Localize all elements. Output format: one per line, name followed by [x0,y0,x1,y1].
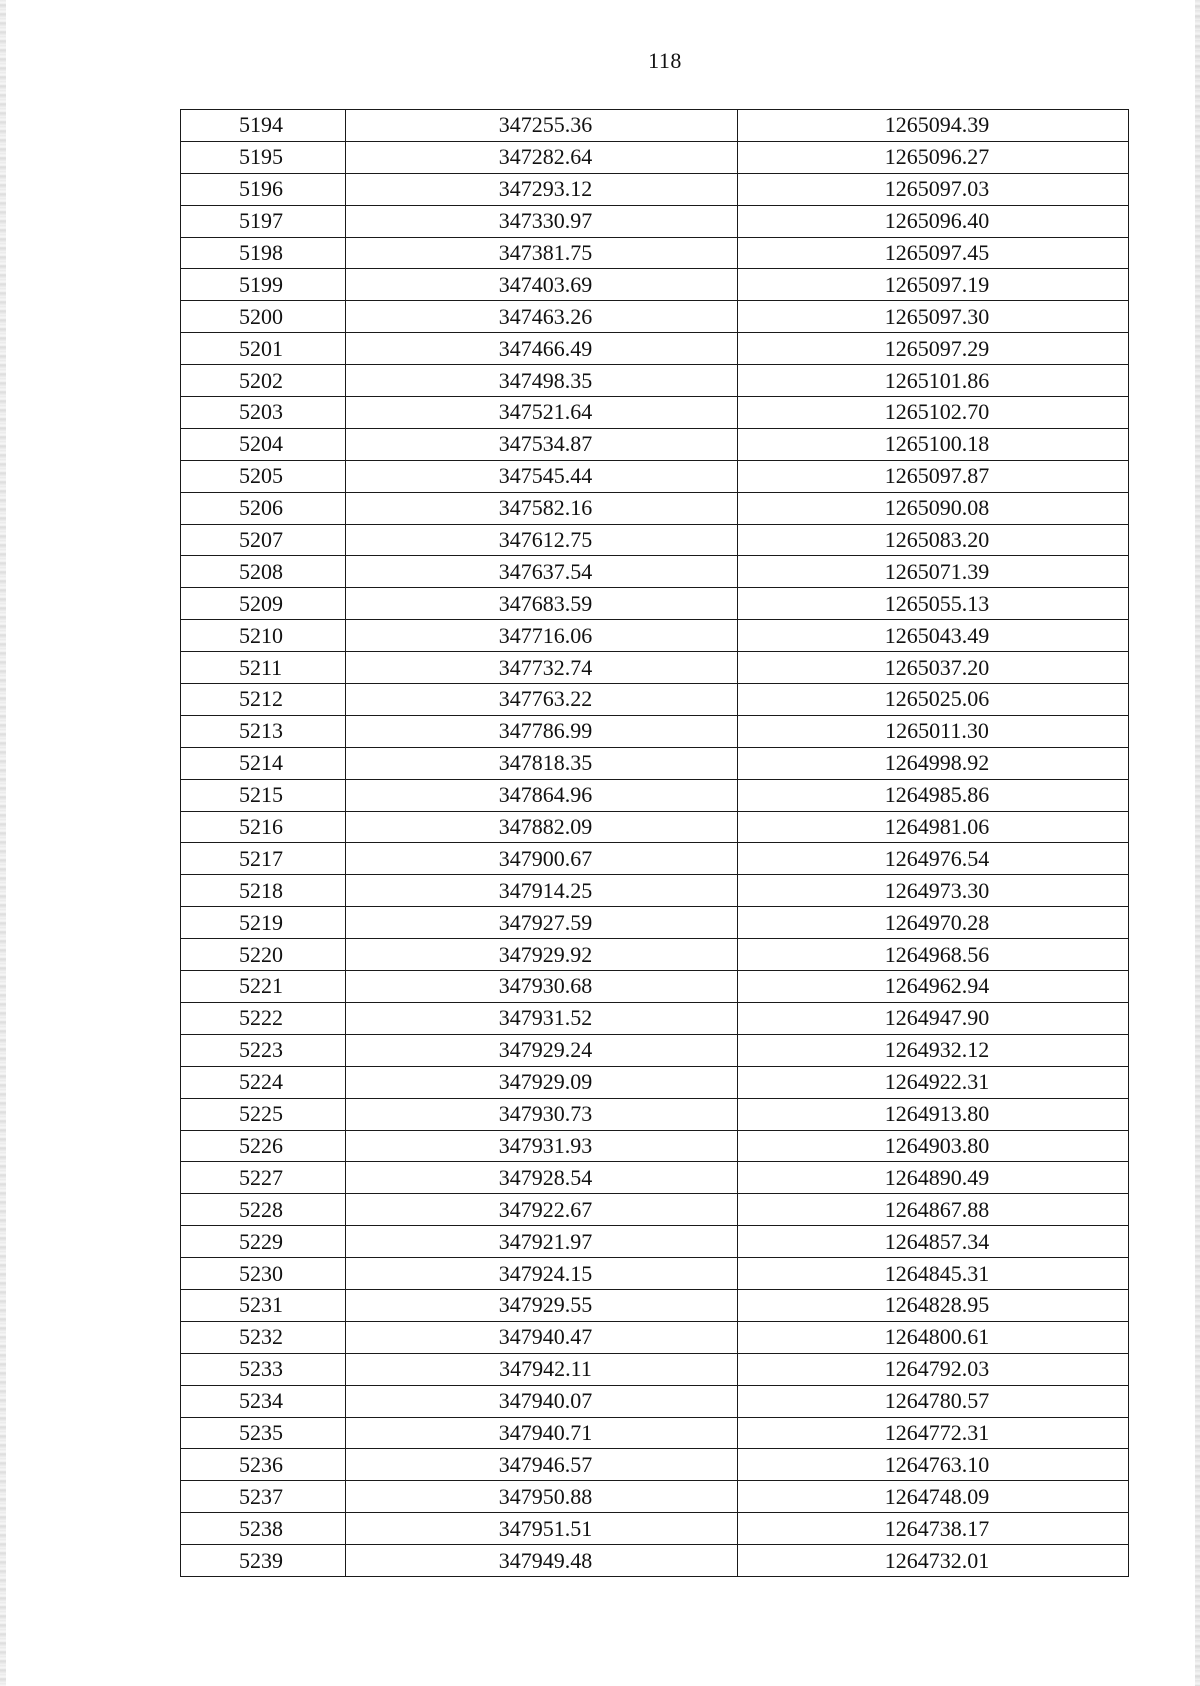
point-number-cell: 5226 [181,1130,346,1162]
y-coordinate-cell: 1265097.87 [738,460,1129,492]
x-coordinate-cell: 347942.11 [346,1353,738,1385]
point-number-cell: 5209 [181,588,346,620]
y-coordinate-cell: 1264968.56 [738,939,1129,971]
y-coordinate-cell: 1264998.92 [738,747,1129,779]
y-coordinate-cell: 1265037.20 [738,652,1129,684]
point-number-cell: 5236 [181,1449,346,1481]
table-row [181,1226,1129,1258]
point-number-cell: 5229 [181,1226,346,1258]
page-number: 118 [648,48,682,73]
table-row [181,397,1129,429]
table-row [181,173,1129,205]
point-number-cell: 5228 [181,1194,346,1226]
x-coordinate-cell: 347534.87 [346,428,738,460]
scan-edge-left [0,0,6,1686]
coordinates-table-body [181,110,1129,1577]
point-number-cell: 5203 [181,397,346,429]
y-coordinate-cell: 1265096.40 [738,205,1129,237]
y-coordinate-cell: 1264845.31 [738,1258,1129,1290]
table-row [181,811,1129,843]
y-coordinate-cell: 1264763.10 [738,1449,1129,1481]
x-coordinate-cell: 347864.96 [346,779,738,811]
table-row [181,1002,1129,1034]
y-coordinate-cell: 1264890.49 [738,1162,1129,1194]
y-coordinate-cell: 1265043.49 [738,620,1129,652]
x-coordinate-cell: 347818.35 [346,747,738,779]
point-number-cell: 5208 [181,556,346,588]
table-row [181,843,1129,875]
point-number-cell: 5199 [181,269,346,301]
point-number-cell: 5219 [181,907,346,939]
x-coordinate-cell: 347940.47 [346,1321,738,1353]
y-coordinate-cell: 1264903.80 [738,1130,1129,1162]
x-coordinate-cell: 347882.09 [346,811,738,843]
table-row [181,460,1129,492]
y-coordinate-cell: 1264732.01 [738,1545,1129,1577]
point-number-cell: 5234 [181,1385,346,1417]
point-number-cell: 5194 [181,110,346,142]
y-coordinate-cell: 1264947.90 [738,1002,1129,1034]
table-row [181,492,1129,524]
y-coordinate-cell: 1264738.17 [738,1513,1129,1545]
x-coordinate-cell: 347931.93 [346,1130,738,1162]
table-row [181,110,1129,142]
point-number-cell: 5202 [181,365,346,397]
x-coordinate-cell: 347949.48 [346,1545,738,1577]
y-coordinate-cell: 1265097.45 [738,237,1129,269]
x-coordinate-cell: 347929.24 [346,1034,738,1066]
y-coordinate-cell: 1265097.30 [738,301,1129,333]
table-row [181,1194,1129,1226]
point-number-cell: 5220 [181,939,346,971]
x-coordinate-cell: 347763.22 [346,684,738,716]
point-number-cell: 5207 [181,524,346,556]
x-coordinate-cell: 347927.59 [346,907,738,939]
y-coordinate-cell: 1264985.86 [738,779,1129,811]
x-coordinate-cell: 347929.92 [346,939,738,971]
y-coordinate-cell: 1265097.29 [738,333,1129,365]
y-coordinate-cell: 1264981.06 [738,811,1129,843]
x-coordinate-cell: 347950.88 [346,1481,738,1513]
point-number-cell: 5197 [181,205,346,237]
table-row [181,1417,1129,1449]
y-coordinate-cell: 1264857.34 [738,1226,1129,1258]
point-number-cell: 5227 [181,1162,346,1194]
y-coordinate-cell: 1265071.39 [738,556,1129,588]
x-coordinate-cell: 347924.15 [346,1258,738,1290]
x-coordinate-cell: 347931.52 [346,1002,738,1034]
point-number-cell: 5214 [181,747,346,779]
table-row [181,556,1129,588]
point-number-cell: 5223 [181,1034,346,1066]
table-row [181,1162,1129,1194]
table-row [181,715,1129,747]
point-number-cell: 5225 [181,1098,346,1130]
point-number-cell: 5233 [181,1353,346,1385]
point-number-cell: 5230 [181,1258,346,1290]
y-coordinate-cell: 1264780.57 [738,1385,1129,1417]
y-coordinate-cell: 1264828.95 [738,1289,1129,1321]
y-coordinate-cell: 1264792.03 [738,1353,1129,1385]
x-coordinate-cell: 347582.16 [346,492,738,524]
table-row [181,333,1129,365]
table-row [181,971,1129,1003]
x-coordinate-cell: 347403.69 [346,269,738,301]
x-coordinate-cell: 347612.75 [346,524,738,556]
table-row [181,301,1129,333]
x-coordinate-cell: 347293.12 [346,173,738,205]
point-number-cell: 5216 [181,811,346,843]
y-coordinate-cell: 1265101.86 [738,365,1129,397]
y-coordinate-cell: 1265097.03 [738,173,1129,205]
table-row [181,141,1129,173]
y-coordinate-cell: 1264970.28 [738,907,1129,939]
x-coordinate-cell: 347951.51 [346,1513,738,1545]
x-coordinate-cell: 347930.73 [346,1098,738,1130]
y-coordinate-cell: 1264922.31 [738,1066,1129,1098]
y-coordinate-cell: 1265097.19 [738,269,1129,301]
x-coordinate-cell: 347930.68 [346,971,738,1003]
x-coordinate-cell: 347946.57 [346,1449,738,1481]
x-coordinate-cell: 347732.74 [346,652,738,684]
table-row [181,684,1129,716]
x-coordinate-cell: 347921.97 [346,1226,738,1258]
table-row [181,1098,1129,1130]
point-number-cell: 5224 [181,1066,346,1098]
table-row [181,1066,1129,1098]
table-row [181,779,1129,811]
y-coordinate-cell: 1264913.80 [738,1098,1129,1130]
point-number-cell: 5237 [181,1481,346,1513]
scan-edge-right [1195,0,1200,1686]
y-coordinate-cell: 1265011.30 [738,715,1129,747]
y-coordinate-cell: 1265083.20 [738,524,1129,556]
table-row [181,1545,1129,1577]
point-number-cell: 5211 [181,652,346,684]
y-coordinate-cell: 1265102.70 [738,397,1129,429]
table-row [181,1258,1129,1290]
table-row [181,269,1129,301]
y-coordinate-cell: 1264748.09 [738,1481,1129,1513]
table-row [181,1449,1129,1481]
x-coordinate-cell: 347929.09 [346,1066,738,1098]
x-coordinate-cell: 347498.35 [346,365,738,397]
point-number-cell: 5235 [181,1417,346,1449]
table-row [181,1289,1129,1321]
point-number-cell: 5239 [181,1545,346,1577]
x-coordinate-cell: 347900.67 [346,843,738,875]
x-coordinate-cell: 347928.54 [346,1162,738,1194]
x-coordinate-cell: 347637.54 [346,556,738,588]
table-row [181,1353,1129,1385]
coordinates-table [180,109,1129,1577]
page-number-container [0,48,1200,74]
table-row [181,1513,1129,1545]
table-row [181,939,1129,971]
y-coordinate-cell: 1264976.54 [738,843,1129,875]
y-coordinate-cell: 1265096.27 [738,141,1129,173]
x-coordinate-cell: 347463.26 [346,301,738,333]
point-number-cell: 5238 [181,1513,346,1545]
y-coordinate-cell: 1264867.88 [738,1194,1129,1226]
x-coordinate-cell: 347940.07 [346,1385,738,1417]
point-number-cell: 5222 [181,1002,346,1034]
point-number-cell: 5221 [181,971,346,1003]
x-coordinate-cell: 347521.64 [346,397,738,429]
table-row [181,1034,1129,1066]
point-number-cell: 5206 [181,492,346,524]
y-coordinate-cell: 1264962.94 [738,971,1129,1003]
y-coordinate-cell: 1265094.39 [738,110,1129,142]
point-number-cell: 5201 [181,333,346,365]
x-coordinate-cell: 347330.97 [346,205,738,237]
x-coordinate-cell: 347255.36 [346,110,738,142]
x-coordinate-cell: 347929.55 [346,1289,738,1321]
y-coordinate-cell: 1265100.18 [738,428,1129,460]
point-number-cell: 5231 [181,1289,346,1321]
table-row [181,1130,1129,1162]
point-number-cell: 5212 [181,684,346,716]
table-row [181,1481,1129,1513]
y-coordinate-cell: 1265090.08 [738,492,1129,524]
point-number-cell: 5198 [181,237,346,269]
point-number-cell: 5196 [181,173,346,205]
y-coordinate-cell: 1264772.31 [738,1417,1129,1449]
point-number-cell: 5195 [181,141,346,173]
y-coordinate-cell: 1264800.61 [738,1321,1129,1353]
x-coordinate-cell: 347466.49 [346,333,738,365]
table-row [181,747,1129,779]
point-number-cell: 5213 [181,715,346,747]
x-coordinate-cell: 347381.75 [346,237,738,269]
point-number-cell: 5215 [181,779,346,811]
point-number-cell: 5232 [181,1321,346,1353]
table-row [181,652,1129,684]
x-coordinate-cell: 347282.64 [346,141,738,173]
point-number-cell: 5200 [181,301,346,333]
y-coordinate-cell: 1265025.06 [738,684,1129,716]
point-number-cell: 5218 [181,875,346,907]
x-coordinate-cell: 347940.71 [346,1417,738,1449]
y-coordinate-cell: 1265055.13 [738,588,1129,620]
table-row [181,907,1129,939]
x-coordinate-cell: 347786.99 [346,715,738,747]
table-row [181,1321,1129,1353]
x-coordinate-cell: 347922.67 [346,1194,738,1226]
table-row [181,588,1129,620]
y-coordinate-cell: 1264932.12 [738,1034,1129,1066]
point-number-cell: 5210 [181,620,346,652]
y-coordinate-cell: 1264973.30 [738,875,1129,907]
x-coordinate-cell: 347914.25 [346,875,738,907]
table-row [181,365,1129,397]
table-row [181,205,1129,237]
x-coordinate-cell: 347683.59 [346,588,738,620]
table-row [181,1385,1129,1417]
table-row [181,237,1129,269]
table-row [181,620,1129,652]
point-number-cell: 5204 [181,428,346,460]
table-row [181,524,1129,556]
point-number-cell: 5217 [181,843,346,875]
table-row [181,875,1129,907]
x-coordinate-cell: 347545.44 [346,460,738,492]
point-number-cell: 5205 [181,460,346,492]
table-row [181,428,1129,460]
x-coordinate-cell: 347716.06 [346,620,738,652]
